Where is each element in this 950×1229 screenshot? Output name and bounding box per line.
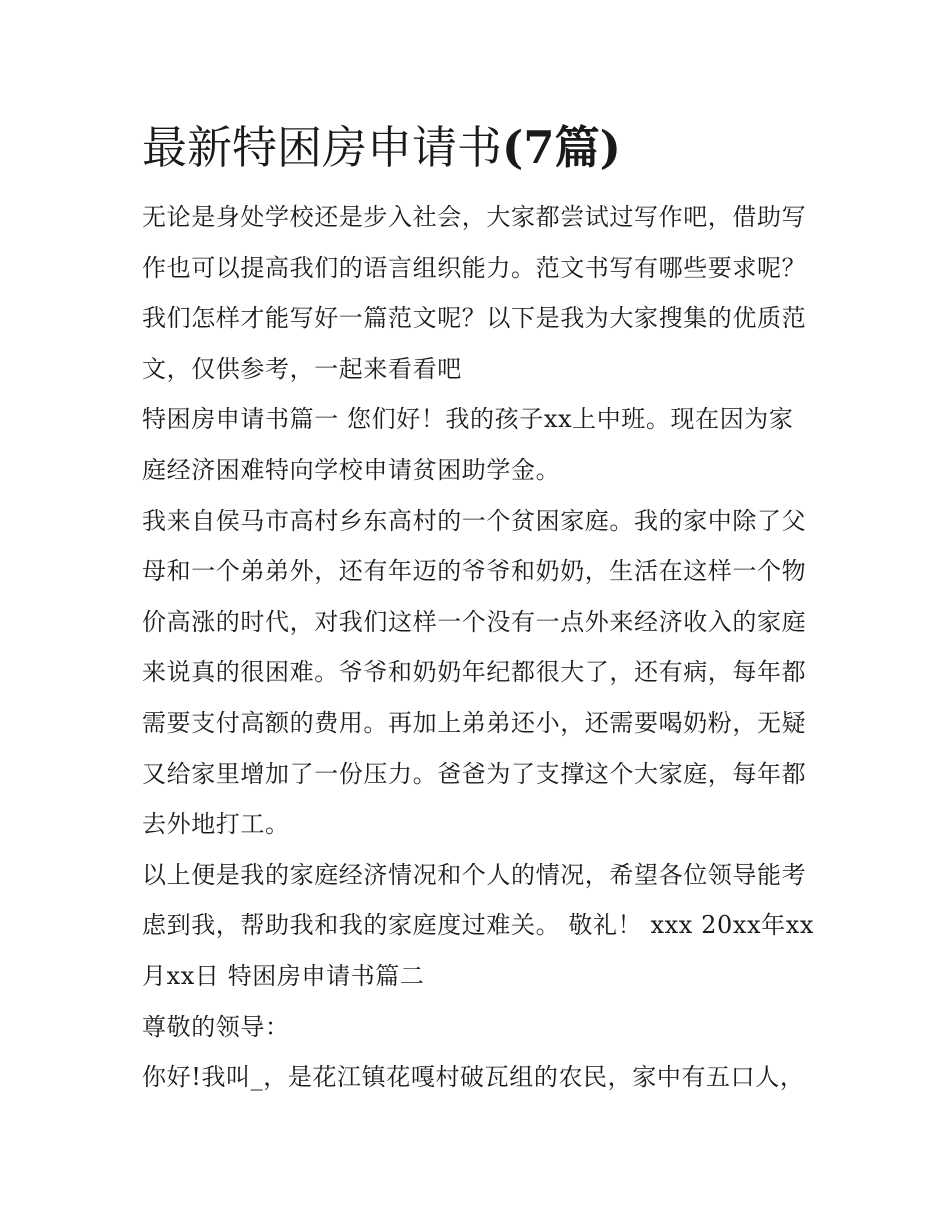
intro-paragraph: 无论是身处学校还是步入社会，大家都尝试过写作吧，借助写作也可以提高我们的语言组织能力。范文书写有哪些要求呢？我们怎样才能写好一篇范文呢？以下是我为大家搜集的优质范文，仅供参考，一起来看看吧 [142, 203, 807, 383]
document-title-main: 最新特困房申请书 [142, 121, 503, 174]
closing-paragraph: 以上便是我的家庭经济情况和个人的情况，希望各位领导能考虑到我，帮助我和我的家庭度过难关。 敬礼！ xxx 20xx年xx月xx日 特困房申请书篇二 [142, 860, 814, 990]
family-situation-paragraph: 我来自侯马市高村乡东高村的一个贫困家庭。我的家中除了父母和一个弟弟外，还有年迈的爷爷和奶奶，生活在这样一个物价高涨的时代，对我们这样一个没有一点外来经济收入的家庭来说真的很困难。爷爷和奶奶年纪都很大了，还有病，每年都需要支付高额的费用。再加上弟弟还小，还需要喝奶粉，无疑又给家里增加了一份压力。爸爸为了支撑这个大家庭，每年都去外地打工。 [142, 506, 807, 839]
document-page [142, 116, 814, 1103]
essay-one-opening-paragraph: 特困房申请书篇一 您们好！我的孩子xx上中班。现在因为家庭经济困难特向学校申请贫困助学金。 [142, 405, 794, 484]
document-title-suffix: (7篇) [502, 121, 621, 174]
document-body [142, 192, 814, 1103]
essay-two-opening-paragraph: 你好!我叫_，是花江镇花嘎村破瓦组的农民，家中有五口人， [142, 1063, 805, 1092]
document-title [142, 116, 814, 180]
salutation-paragraph: 尊敬的领导： [142, 1012, 290, 1041]
